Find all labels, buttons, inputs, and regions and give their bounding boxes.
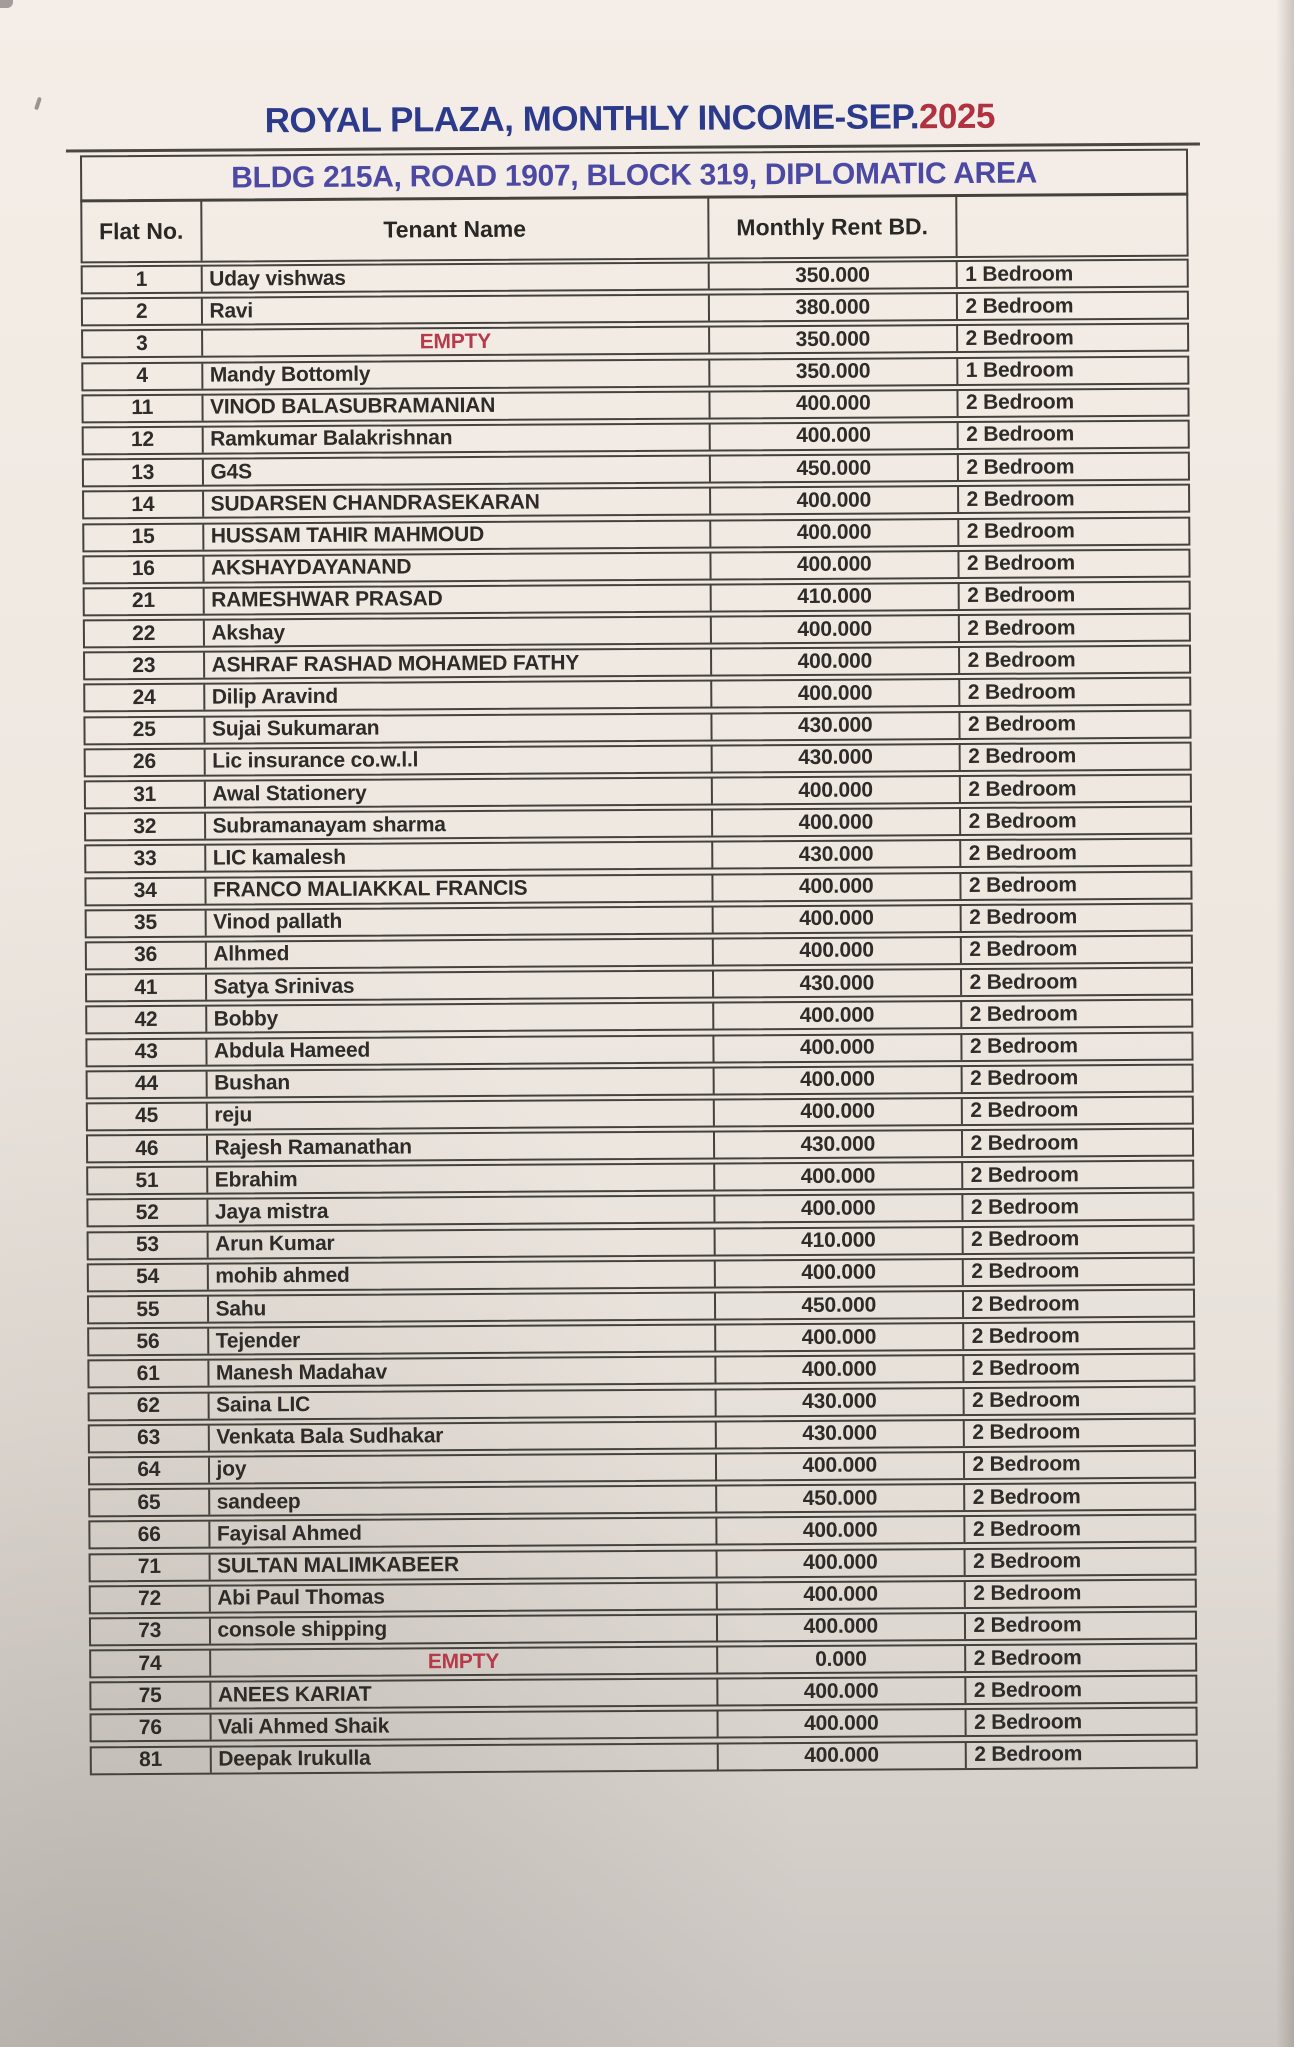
table-row — [83, 645, 1191, 681]
cell-rent: 400.000 — [715, 1163, 963, 1190]
cell-type: 2 Bedroom — [973, 1613, 1082, 1638]
table-row — [90, 1739, 1198, 1775]
photo-corner-shadow — [0, 0, 13, 8]
table-row — [86, 1192, 1194, 1228]
cell-flat: 32 — [86, 814, 206, 840]
cell-rent: 430.000 — [713, 745, 961, 772]
table-row — [86, 1160, 1194, 1196]
cell-flat: 3 — [83, 331, 203, 357]
cell-rent: 450.000 — [716, 1292, 964, 1319]
table-row — [83, 580, 1191, 616]
cell-tenant: Awal Stationery — [205, 779, 713, 807]
cell-flat: 24 — [85, 685, 205, 711]
cell-rent: 400.000 — [717, 1517, 965, 1544]
cell-tenant: Abdula Hameed — [207, 1036, 715, 1064]
cell-type: 2 Bedroom — [966, 551, 1075, 576]
cell-tenant: Venkata Bala Sudhakar — [209, 1422, 717, 1450]
cell-tenant: VINOD BALASUBRAMANIAN — [203, 392, 711, 420]
cell-rent: 400.000 — [713, 777, 961, 804]
cell-tenant: RAMESHWAR PRASAD — [204, 585, 712, 613]
cell-type: 2 Bedroom — [970, 1163, 1079, 1187]
cell-flat: 41 — [87, 975, 207, 1001]
cell-tenant: ASHRAF RASHAD MOHAMED FATHY — [205, 650, 713, 678]
cell-flat: 25 — [85, 717, 205, 743]
cell-rent: 400.000 — [718, 1550, 966, 1577]
table-row — [81, 355, 1189, 391]
table-row — [82, 420, 1190, 456]
cell-tenant: HUSSAM TAHIR MAHMOUD — [204, 521, 712, 549]
cell-type: 2 Bedroom — [967, 712, 1076, 737]
cell-type: 2 Bedroom — [968, 873, 1077, 898]
cell-type: 2 Bedroom — [973, 1581, 1082, 1606]
cell-type: 2 Bedroom — [971, 1323, 1080, 1348]
table-row — [81, 259, 1189, 295]
cell-tenant: Jaya mistra — [208, 1197, 716, 1225]
cell-rent: 400.000 — [711, 423, 959, 450]
cell-flat: 51 — [88, 1168, 208, 1194]
cell-flat: 55 — [89, 1297, 209, 1323]
table-row — [86, 1095, 1194, 1131]
table-row — [85, 999, 1193, 1035]
table-row — [83, 677, 1191, 713]
cell-rent: 400.000 — [716, 1260, 964, 1287]
cell-type: 2 Bedroom — [972, 1420, 1081, 1445]
cell-tenant: Vali Ahmed Shaik — [211, 1712, 719, 1740]
table-row — [85, 935, 1193, 971]
cell-tenant: SUDARSEN CHANDRASEKARAN — [204, 489, 712, 517]
cell-tenant: Alhmed — [206, 939, 714, 967]
cell-rent: 450.000 — [717, 1485, 965, 1512]
cell-flat: 74 — [91, 1651, 211, 1677]
table-row — [89, 1643, 1197, 1679]
table-row — [88, 1514, 1196, 1550]
table-row — [89, 1675, 1197, 1711]
cell-rent: 400.000 — [719, 1743, 967, 1770]
cell-type: 2 Bedroom — [968, 744, 1077, 769]
header-monthly-rent: Monthly Rent BD. — [709, 196, 957, 258]
cell-type: 2 Bedroom — [972, 1517, 1081, 1541]
cell-tenant: joy — [209, 1454, 717, 1482]
cell-type: 2 Bedroom — [966, 422, 1075, 447]
cell-rent: 400.000 — [719, 1710, 967, 1737]
cell-type: 2 Bedroom — [970, 1066, 1079, 1091]
cell-tenant: Uday vishwas — [202, 264, 710, 292]
table-row — [88, 1450, 1196, 1486]
table-row — [84, 870, 1192, 906]
cell-tenant: Ebrahim — [208, 1165, 716, 1193]
cell-tenant: Mandy Bottomly — [203, 360, 711, 388]
table-row — [83, 613, 1191, 649]
cell-tenant: Fayisal Ahmed — [210, 1519, 718, 1547]
cell-flat: 4 — [83, 363, 203, 389]
table-row — [87, 1353, 1195, 1389]
cell-rent: 430.000 — [713, 841, 961, 868]
cell-type: 2 Bedroom — [971, 1259, 1080, 1284]
table-row — [87, 1224, 1195, 1260]
cell-type: 2 Bedroom — [970, 1130, 1079, 1155]
cell-flat: 75 — [91, 1683, 211, 1709]
table-row — [85, 1031, 1193, 1067]
cell-flat: 73 — [91, 1619, 211, 1645]
cell-type: 2 Bedroom — [973, 1678, 1082, 1702]
cell-type: 2 Bedroom — [971, 1227, 1080, 1252]
table-row — [84, 806, 1192, 842]
cell-type: 2 Bedroom — [973, 1549, 1082, 1573]
cell-tenant: EMPTY — [211, 1648, 719, 1676]
page-title — [60, 96, 1200, 143]
cell-flat: 81 — [92, 1747, 212, 1773]
cell-rent: 400.000 — [712, 616, 960, 643]
cell-flat: 35 — [87, 910, 207, 936]
cell-flat: 43 — [87, 1039, 207, 1065]
header-flat-no: Flat No. — [82, 201, 202, 262]
cell-type: 2 Bedroom — [967, 680, 1076, 704]
paper-speck — [34, 97, 42, 111]
cell-type: 2 Bedroom — [966, 519, 1075, 543]
cell-type: 2 Bedroom — [968, 776, 1077, 801]
table-row — [81, 387, 1189, 423]
cell-type: 2 Bedroom — [972, 1484, 1081, 1509]
cell-rent: 400.000 — [718, 1582, 966, 1609]
table-row — [85, 967, 1193, 1003]
cell-type: 1 Bedroom — [965, 261, 1074, 286]
cell-rent: 400.000 — [711, 520, 959, 547]
cell-type: 2 Bedroom — [972, 1388, 1081, 1413]
cell-type: 2 Bedroom — [970, 1195, 1079, 1219]
cell-rent: 400.000 — [711, 552, 959, 579]
table-row — [82, 452, 1190, 488]
cell-flat: 63 — [90, 1425, 210, 1451]
cell-flat: 72 — [91, 1586, 211, 1612]
cell-rent: 400.000 — [717, 1453, 965, 1480]
cell-type: 2 Bedroom — [969, 1002, 1078, 1026]
cell-flat: 15 — [84, 524, 204, 550]
cell-type: 2 Bedroom — [972, 1452, 1081, 1477]
cell-rent: 350.000 — [710, 359, 958, 386]
cell-tenant: FRANCO MALIAKKAL FRANCIS — [206, 875, 714, 903]
title-year: 2025 — [918, 96, 995, 137]
table-row — [84, 838, 1192, 874]
cell-tenant: reju — [207, 1100, 715, 1128]
cell-rent: 400.000 — [711, 487, 959, 514]
cell-flat: 11 — [83, 395, 203, 421]
cell-rent: 410.000 — [712, 584, 960, 611]
cell-flat: 52 — [88, 1200, 208, 1226]
cell-type: 2 Bedroom — [965, 294, 1074, 318]
cell-rent: 400.000 — [712, 680, 960, 707]
cell-tenant: Deepak Irukulla — [211, 1744, 719, 1772]
cell-flat: 13 — [84, 460, 204, 486]
table-row — [82, 516, 1190, 552]
cell-rent: 400.000 — [710, 391, 958, 418]
cell-tenant: Manesh Madahav — [209, 1358, 717, 1386]
cell-type: 2 Bedroom — [965, 326, 1074, 350]
cell-flat: 23 — [85, 653, 205, 679]
cell-tenant: Tejender — [209, 1326, 717, 1354]
table-row — [86, 1063, 1194, 1099]
table-row — [84, 741, 1192, 777]
cell-rent: 400.000 — [714, 1035, 962, 1062]
table-row — [82, 484, 1190, 520]
cell-flat: 54 — [89, 1264, 209, 1290]
cell-rent: 450.000 — [711, 455, 959, 482]
cell-flat: 64 — [90, 1458, 210, 1484]
cell-tenant: sandeep — [210, 1487, 718, 1515]
cell-rent: 410.000 — [716, 1228, 964, 1255]
cell-rent: 400.000 — [714, 1002, 962, 1029]
cell-tenant: mohib ahmed — [208, 1261, 716, 1289]
cell-rent: 430.000 — [717, 1389, 965, 1416]
cell-rent: 350.000 — [710, 262, 958, 289]
table-row — [83, 709, 1191, 745]
table-row — [81, 291, 1189, 327]
cell-flat: 71 — [91, 1554, 211, 1580]
cell-type: 2 Bedroom — [969, 1034, 1078, 1058]
cell-rent: 400.000 — [713, 809, 961, 836]
cell-flat: 53 — [89, 1232, 209, 1258]
table-row — [87, 1256, 1195, 1292]
cell-type: 2 Bedroom — [971, 1291, 1080, 1316]
table-row — [88, 1385, 1196, 1421]
cell-tenant: LIC kamalesh — [206, 843, 714, 871]
cell-rent: 430.000 — [712, 713, 960, 740]
cell-tenant: Bushan — [207, 1068, 715, 1096]
cell-type: 2 Bedroom — [967, 583, 1076, 608]
cell-tenant: Arun Kumar — [208, 1229, 716, 1257]
cell-tenant: Bobby — [207, 1004, 715, 1032]
cell-flat: 61 — [89, 1361, 209, 1387]
cell-rent: 430.000 — [717, 1421, 965, 1448]
cell-rent: 400.000 — [715, 1067, 963, 1094]
cell-flat: 46 — [88, 1136, 208, 1162]
building-address: BLDG 215A, ROAD 1907, BLOCK 319, DIPLOMATIC AREA — [80, 149, 1188, 203]
cell-tenant: Subramanayam sharma — [206, 811, 714, 839]
table-row — [86, 1128, 1194, 1164]
cell-type: 2 Bedroom — [967, 615, 1076, 640]
cell-flat: 76 — [92, 1715, 212, 1741]
table-header — [80, 193, 1188, 264]
table-row — [87, 1289, 1195, 1325]
cell-flat: 34 — [86, 878, 206, 904]
cell-flat: 26 — [86, 749, 206, 775]
cell-rent: 400.000 — [712, 648, 960, 675]
header-tenant-name: Tenant Name — [202, 198, 710, 261]
cell-tenant: Sahu — [208, 1294, 716, 1322]
cell-tenant: Ramkumar Balakrishnan — [203, 424, 711, 452]
cell-type: 2 Bedroom — [974, 1710, 1083, 1734]
cell-rent: 400.000 — [716, 1356, 964, 1383]
cell-rent: 430.000 — [714, 970, 962, 997]
cell-type: 2 Bedroom — [965, 390, 1074, 415]
cell-tenant: Vinod pallath — [206, 907, 714, 935]
table-row — [85, 902, 1193, 938]
cell-type: 2 Bedroom — [969, 905, 1078, 930]
cell-tenant: EMPTY — [203, 328, 711, 356]
cell-tenant: Rajesh Ramanathan — [207, 1133, 715, 1161]
cell-flat: 14 — [84, 492, 204, 518]
cell-type: 2 Bedroom — [968, 809, 1077, 833]
cell-rent: 400.000 — [715, 1195, 963, 1222]
cell-flat: 31 — [86, 782, 206, 808]
table-row — [89, 1610, 1197, 1646]
cell-flat: 62 — [90, 1393, 210, 1419]
cell-rent: 350.000 — [710, 326, 958, 353]
cell-tenant: Dilip Aravind — [205, 682, 713, 710]
header-bedroom-type — [957, 195, 1187, 256]
cell-flat: 21 — [85, 589, 205, 615]
table-row — [84, 774, 1192, 810]
cell-type: 1 Bedroom — [965, 358, 1074, 383]
table-rows — [81, 259, 1198, 1779]
table-row — [87, 1321, 1195, 1357]
cell-type: 2 Bedroom — [968, 841, 1077, 865]
cell-flat: 44 — [88, 1071, 208, 1097]
cell-flat: 65 — [90, 1490, 210, 1516]
cell-rent: 380.000 — [710, 294, 958, 321]
table-row — [89, 1578, 1197, 1614]
cell-flat: 2 — [83, 299, 203, 325]
cell-flat: 42 — [87, 1007, 207, 1033]
cell-type: 2 Bedroom — [969, 969, 1078, 994]
cell-tenant: ANEES KARIAT — [211, 1680, 719, 1708]
cell-tenant: Lic insurance co.w.l.l — [205, 746, 713, 774]
cell-flat: 56 — [89, 1329, 209, 1355]
cell-type: 2 Bedroom — [967, 648, 1076, 672]
cell-flat: 66 — [90, 1522, 210, 1548]
cell-type: 2 Bedroom — [969, 937, 1078, 962]
table-row — [81, 323, 1189, 359]
table-row — [88, 1482, 1196, 1518]
table-row — [89, 1546, 1197, 1582]
cell-rent: 0.000 — [718, 1646, 966, 1673]
cell-tenant: AKSHAYDAYANAND — [204, 553, 712, 581]
cell-tenant: console shipping — [210, 1615, 718, 1643]
page-title-text: ROYAL PLAZA, MONTHLY INCOME-SEP. — [264, 97, 920, 141]
cell-tenant: G4S — [203, 457, 711, 485]
cell-tenant: Ravi — [202, 296, 710, 324]
table-row — [90, 1707, 1198, 1743]
cell-type: 2 Bedroom — [966, 454, 1075, 479]
cell-type: 2 Bedroom — [966, 487, 1075, 511]
table-row — [88, 1417, 1196, 1453]
cell-tenant: Saina LIC — [209, 1390, 717, 1418]
cell-type: 2 Bedroom — [970, 1098, 1079, 1123]
cell-rent: 400.000 — [713, 874, 961, 901]
cell-tenant: Abi Paul Thomas — [210, 1583, 718, 1611]
cell-tenant: Sujai Sukumaran — [205, 714, 713, 742]
cell-tenant: SULTAN MALIMKABEER — [210, 1551, 718, 1579]
cell-rent: 400.000 — [718, 1614, 966, 1641]
rent-sheet — [79, 0, 1198, 1803]
cell-flat: 16 — [84, 556, 204, 582]
cell-rent: 430.000 — [715, 1131, 963, 1158]
cell-flat: 33 — [86, 846, 206, 872]
cell-rent: 400.000 — [718, 1678, 966, 1705]
cell-tenant: Akshay — [204, 618, 712, 646]
cell-flat: 12 — [84, 428, 204, 454]
cell-type: 2 Bedroom — [971, 1356, 1080, 1380]
cell-type: 2 Bedroom — [973, 1645, 1082, 1670]
cell-rent: 400.000 — [715, 1099, 963, 1126]
cell-type: 2 Bedroom — [974, 1742, 1083, 1767]
cell-flat: 45 — [88, 1104, 208, 1130]
cell-rent: 400.000 — [714, 906, 962, 933]
cell-flat: 36 — [87, 943, 207, 969]
cell-tenant: Satya Srinivas — [206, 972, 714, 1000]
cell-flat: 1 — [83, 267, 203, 293]
table-row — [82, 548, 1190, 584]
cell-rent: 400.000 — [714, 938, 962, 965]
cell-rent: 400.000 — [716, 1324, 964, 1351]
cell-flat: 22 — [85, 621, 205, 647]
